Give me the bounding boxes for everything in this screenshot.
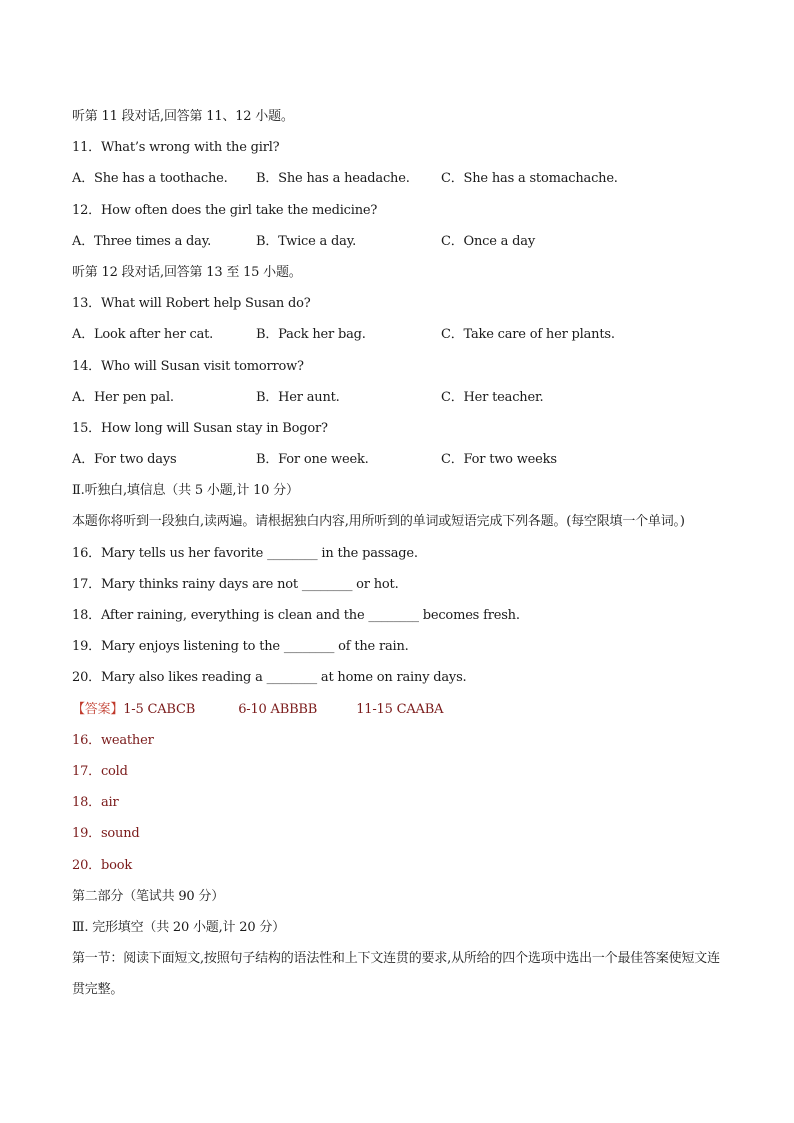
question-13-options [72,319,732,350]
fill-question-20: 20．Mary also likes reading a ________ at home on rainy days. [72,670,467,686]
option-c: C．For two weeks [441,452,557,468]
option-a: A．Three times a day. [72,233,212,249]
option-a: A．She has a toothache. [72,171,228,187]
option-b: B．Pack her bag. [256,327,366,343]
question-15-options [72,444,732,475]
option-a: A．Her pen pal. [72,389,174,405]
question-14: 14．Who will Susan visit tomorrow? [72,358,304,374]
fill-question-18: 18．After raining, everything is clean and the ________ becomes fresh. [72,608,520,624]
answer-label: 【答案】 [72,701,124,717]
question-12-options [72,226,732,257]
part-2-title: Ⅱ.听独白,填信息（共 5 小题,计 10 分） [72,483,299,499]
question-14-options [72,382,732,413]
fill-question-16: 16．Mary tells us her favorite ________ in the passage. [72,545,418,561]
question-12: 12．How often does the girl take the medicine? [72,202,378,218]
option-b: B．Her aunt. [256,389,340,405]
question-15: 15．How long will Susan stay in Bogor? [72,420,328,436]
fill-answer-18: 18．air [72,795,119,811]
option-b: B．Twice a day. [256,233,357,249]
fill-question-19: 19．Mary enjoys listening to the ________ of the rain. [72,639,409,655]
option-c: C．Her teacher. [441,389,544,405]
option-a: A．Look after her cat. [72,327,214,343]
option-c: C．Once a day [441,233,535,249]
section-12-header: 听第 12 段对话,回答第 13 至 15 小题。 [72,264,302,280]
document-page [72,101,732,1005]
fill-answer-20: 20．book [72,857,132,873]
part-two-title: 第二部分（笔试共 90 分） [72,888,225,904]
question-11: 11．What’s wrong with the girl? [72,140,280,156]
answer-group-3: 11-15 CAABA [356,701,444,717]
fill-answer-19: 19．sound [72,826,140,842]
part-3-instructions: 第一节：阅读下面短文,按照句子结构的语法性和上下文连贯的要求,从所给的四个选项中选出一个最佳答案使短文连贯完整。 [72,951,720,998]
answer-group-1: 1-5 CABCB [123,701,196,717]
section-11-header: 听第 11 段对话,回答第 11、12 小题。 [72,109,294,124]
fill-answer-16: 16．weather [72,732,154,748]
question-11-options [72,163,732,194]
answer-group-2: 6-10 ABBBB [238,701,318,717]
question-13: 13．What will Robert help Susan do? [72,296,311,312]
option-c: C．Take care of her plants. [441,327,615,343]
option-b: B．For one week. [256,452,369,468]
option-c: C．She has a stomachache. [441,171,618,187]
fill-question-17: 17．Mary thinks rainy days are not ________ or hot. [72,576,399,592]
part-2-instructions: 本题你将听到一段独白,读两遍。请根据独白内容,用所听到的单词或短语完成下列各题。(每空限填一个单词。) [72,514,685,530]
option-a: A．For two days [72,452,177,468]
answer-key-row [72,694,732,725]
option-b: B．She has a headache. [256,171,410,187]
fill-answer-17: 17．cold [72,763,128,779]
part-3-title: Ⅲ. 完形填空（共 20 小题,计 20 分） [72,919,285,935]
